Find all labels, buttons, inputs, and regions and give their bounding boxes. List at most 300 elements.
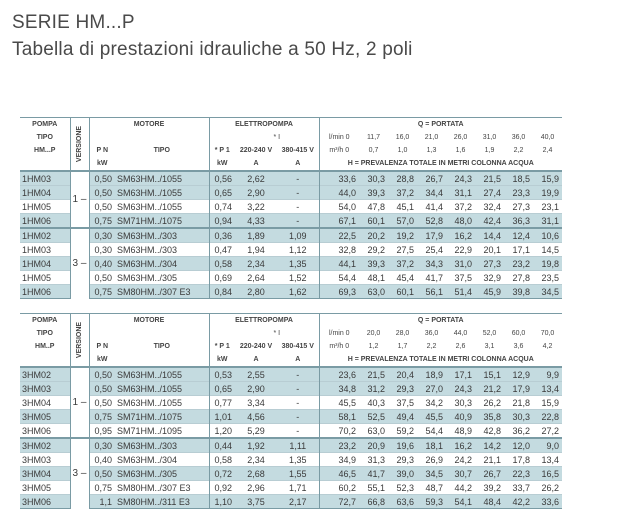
current-230v: 2,64 xyxy=(235,271,277,285)
head-value: 41,4 xyxy=(417,200,446,214)
current-400v: 1,71 xyxy=(277,481,319,495)
motor-power: 0,50 xyxy=(89,200,115,214)
head-value: 19,9 xyxy=(533,186,562,200)
current-400v: 1,09 xyxy=(277,228,319,243)
head-value: 14,4 xyxy=(475,228,504,243)
motor-power: 0,40 xyxy=(89,453,115,467)
absorbed-power: 0,74 xyxy=(209,200,235,214)
flow-m3h-value: 1,7 xyxy=(397,342,408,350)
motor-type: SM80HM../307 E3 xyxy=(115,285,209,299)
head-value: 30,3 xyxy=(504,410,533,424)
current-400v: 1,62 xyxy=(277,285,319,299)
header-current: * I xyxy=(235,131,319,144)
flow-m3h-value: 2,6 xyxy=(455,342,466,350)
current-230v: 2,90 xyxy=(235,186,277,200)
series-title: SERIE HM...P xyxy=(12,12,135,33)
absorbed-power: 0,36 xyxy=(209,228,235,243)
head-value: 59,2 xyxy=(388,424,417,439)
absorbed-power: 0,53 xyxy=(209,367,235,382)
head-value: 17,1 xyxy=(504,243,533,257)
flow-lmin-label: l/min 0 xyxy=(328,133,350,141)
table-row xyxy=(20,367,562,382)
head-value: 30,7 xyxy=(446,467,475,481)
current-400v: - xyxy=(277,171,319,186)
head-value: 27,0 xyxy=(417,382,446,396)
head-value: 22,3 xyxy=(504,467,533,481)
current-230v: 3,22 xyxy=(235,200,277,214)
motor-type: SM63HM../304 xyxy=(115,453,209,467)
head-value: 44,0 xyxy=(319,186,359,200)
head-value: 46,5 xyxy=(319,467,359,481)
flow-lmin-value: 16,0 xyxy=(395,133,410,141)
head-value: 23,2 xyxy=(504,257,533,271)
head-value: 49,4 xyxy=(388,410,417,424)
flow-m3h-value: 2,2 xyxy=(513,146,524,154)
motor-power: 0,95 xyxy=(89,424,115,439)
pump-model: 3HM04 xyxy=(20,396,70,410)
current-400v: - xyxy=(277,410,319,424)
head-value: 44,2 xyxy=(446,481,475,495)
head-value: 44,1 xyxy=(319,257,359,271)
flow-m3h-value: 1,6 xyxy=(455,146,466,154)
motor-power: 0,50 xyxy=(89,467,115,481)
flow-m3h-value: 1,2 xyxy=(368,342,379,350)
header-elettropompa: ELETTROPOMPA xyxy=(209,118,319,132)
head-value: 52,3 xyxy=(388,481,417,495)
head-value: 66,8 xyxy=(359,495,388,509)
table-row xyxy=(20,285,562,299)
current-230v: 2,34 xyxy=(235,453,277,467)
head-value: 17,9 xyxy=(504,382,533,396)
pump-model: 1HM06 xyxy=(20,214,70,229)
head-value: 15,9 xyxy=(533,396,562,410)
table-row xyxy=(20,495,562,509)
flow-lmin-value: 60,0 xyxy=(511,329,526,337)
flow-m3h-label: m³/h 0 xyxy=(329,342,350,350)
head-value: 26,7 xyxy=(475,467,504,481)
head-value: 14,5 xyxy=(533,243,562,257)
head-value: 10,6 xyxy=(533,228,562,243)
pump-model: 3HM05 xyxy=(20,481,70,495)
header-elettropompa: ELETTROPOMPA xyxy=(209,314,319,328)
head-value: 42,2 xyxy=(504,495,533,509)
current-230v: 2,55 xyxy=(235,367,277,382)
motor-power: 0,50 xyxy=(89,396,115,410)
head-value: 54,0 xyxy=(319,200,359,214)
motor-power: 0,50 xyxy=(89,367,115,382)
current-400v: - xyxy=(277,367,319,382)
motor-power: 0,50 xyxy=(89,186,115,200)
head-value: 32,9 xyxy=(475,271,504,285)
pump-model: 1HM06 xyxy=(20,285,70,299)
head-value: 21,1 xyxy=(475,453,504,467)
pump-model: 1HM04 xyxy=(20,257,70,271)
motor-type: SM63HM../1055 xyxy=(115,367,209,382)
current-400v: 1,35 xyxy=(277,257,319,271)
head-value: 19,6 xyxy=(388,438,417,453)
head-value: 52,8 xyxy=(417,214,446,229)
flow-m3h-value: 1,3 xyxy=(426,146,437,154)
motor-power: 0,30 xyxy=(89,228,115,243)
head-value: 17,1 xyxy=(446,367,475,382)
head-value: 9,9 xyxy=(533,367,562,382)
head-value: 37,5 xyxy=(388,396,417,410)
head-value: 33,7 xyxy=(504,481,533,495)
head-value: 21,5 xyxy=(475,171,504,186)
absorbed-power: 0,69 xyxy=(209,271,235,285)
head-value: 45,4 xyxy=(388,271,417,285)
table-row xyxy=(20,271,562,285)
head-value: 16,2 xyxy=(446,228,475,243)
pump-model: 1HM03 xyxy=(20,171,70,186)
header-model: HM...P xyxy=(34,146,56,154)
absorbed-power: 0,58 xyxy=(209,257,235,271)
table1-performance-table xyxy=(20,117,562,299)
motor-power: 0,30 xyxy=(89,243,115,257)
motor-type: SM63HM../305 xyxy=(115,467,209,481)
head-value: 15,9 xyxy=(533,171,562,186)
header-p1-unit: kW xyxy=(217,159,228,167)
header-a2: A xyxy=(277,353,319,367)
head-value: 37,5 xyxy=(446,271,475,285)
absorbed-power: 0,58 xyxy=(209,453,235,467)
head-value: 21,5 xyxy=(359,367,388,382)
head-value: 29,3 xyxy=(388,453,417,467)
head-value: 34,3 xyxy=(417,257,446,271)
header-kw: kW xyxy=(97,159,108,167)
table-row xyxy=(20,424,562,439)
pump-model: 3HM02 xyxy=(20,438,70,453)
head-value: 60,1 xyxy=(388,285,417,299)
header-tipo: TIPO xyxy=(36,133,53,141)
head-value: 19,8 xyxy=(533,257,562,271)
flow-lmin-value: 40,0 xyxy=(540,133,555,141)
flow-lmin-value: 11,7 xyxy=(366,133,381,141)
head-value: 9,0 xyxy=(533,438,562,453)
header-motore: MOTORE xyxy=(89,118,209,132)
absorbed-power: 0,94 xyxy=(209,214,235,229)
head-value: 32,4 xyxy=(475,200,504,214)
head-value: 36,2 xyxy=(504,424,533,439)
current-230v: 4,33 xyxy=(235,214,277,229)
flow-m3h-value: 0,7 xyxy=(368,146,379,154)
header-pompa: POMPA xyxy=(20,314,70,328)
motor-type: SM71HM../1075 xyxy=(115,410,209,424)
header-a1: A xyxy=(253,159,259,167)
header-portata: Q = PORTATA xyxy=(319,118,562,132)
flow-m3h-value: 3,6 xyxy=(513,342,524,350)
flow-m3h-value: 1,0 xyxy=(397,146,408,154)
head-value: 20,9 xyxy=(359,438,388,453)
current-400v: 1,11 xyxy=(277,438,319,453)
header-portata: Q = PORTATA xyxy=(319,314,562,328)
head-value: 37,2 xyxy=(388,257,417,271)
absorbed-power: 0,84 xyxy=(209,285,235,299)
pump-model: 1HM05 xyxy=(20,200,70,214)
current-400v: - xyxy=(277,214,319,229)
table-row xyxy=(20,200,562,214)
head-value: 69,3 xyxy=(319,285,359,299)
head-value: 39,0 xyxy=(388,467,417,481)
motor-type: SM80HM../311 E3 xyxy=(115,495,209,509)
head-value: 31,1 xyxy=(446,186,475,200)
head-value: 16,5 xyxy=(533,467,562,481)
head-value: 63,6 xyxy=(388,495,417,509)
flow-lmin-value: 36,0 xyxy=(424,329,439,337)
header-v2: 380-415 V xyxy=(277,144,319,157)
head-value: 23,6 xyxy=(319,367,359,382)
header-prevalenza: H = PREVALENZA TOTALE IN METRI COLONNA ACQUA xyxy=(347,159,534,167)
flow-lmin-value: 52,0 xyxy=(482,329,497,337)
current-400v: 1,35 xyxy=(277,453,319,467)
current-230v: 1,94 xyxy=(235,243,277,257)
current-230v: 4,56 xyxy=(235,410,277,424)
header-pompa: POMPA xyxy=(20,118,70,132)
flow-m3h-value: 4,2 xyxy=(542,342,553,350)
head-value: 39,8 xyxy=(504,285,533,299)
head-value: 54,4 xyxy=(417,424,446,439)
table-row xyxy=(20,214,562,229)
head-value: 25,4 xyxy=(417,243,446,257)
absorbed-power: 0,65 xyxy=(209,382,235,396)
head-value: 52,5 xyxy=(359,410,388,424)
motor-power: 0,40 xyxy=(89,257,115,271)
head-value: 36,3 xyxy=(504,214,533,229)
flow-m3h-value: 1,9 xyxy=(484,146,495,154)
table-row xyxy=(20,396,562,410)
absorbed-power: 1,01 xyxy=(209,410,235,424)
header-versione xyxy=(70,118,89,172)
head-value: 27,5 xyxy=(388,243,417,257)
header-p1: * P 1 xyxy=(214,342,230,350)
flow-m3h-value: 3,1 xyxy=(484,342,495,350)
header-pn: P N xyxy=(96,146,109,154)
pump-model: 1HM04 xyxy=(20,186,70,200)
head-value: 14,2 xyxy=(475,438,504,453)
versione-label: VERSIONE xyxy=(75,321,83,359)
head-value: 39,3 xyxy=(359,257,388,271)
head-value: 60,1 xyxy=(359,214,388,229)
head-value: 13,4 xyxy=(533,453,562,467)
header-p1: * P 1 xyxy=(214,146,230,154)
flow-lmin-value: 20,0 xyxy=(366,329,381,337)
head-value: 35,8 xyxy=(475,410,504,424)
pump-model: 3HM02 xyxy=(20,367,70,382)
motor-power: 0,30 xyxy=(89,438,115,453)
current-230v: 1,89 xyxy=(235,228,277,243)
absorbed-power: 0,44 xyxy=(209,438,235,453)
head-value: 37,2 xyxy=(446,200,475,214)
head-value: 29,2 xyxy=(359,243,388,257)
motor-power: 0,75 xyxy=(89,481,115,495)
pump-model: 3HM04 xyxy=(20,467,70,481)
head-value: 41,7 xyxy=(417,271,446,285)
current-400v: 1,55 xyxy=(277,467,319,481)
pump-model: 3HM06 xyxy=(20,424,70,439)
motor-type: SM63HM../303 xyxy=(115,438,209,453)
header-pn: P N xyxy=(96,342,109,350)
head-value: 30,3 xyxy=(359,171,388,186)
head-value: 29,3 xyxy=(388,382,417,396)
head-value: 34,5 xyxy=(417,467,446,481)
head-value: 48,1 xyxy=(359,271,388,285)
current-230v: 3,75 xyxy=(235,495,277,509)
head-value: 18,9 xyxy=(417,367,446,382)
head-value: 40,3 xyxy=(359,396,388,410)
head-value: 40,9 xyxy=(446,410,475,424)
flow-lmin-value: 36,0 xyxy=(511,133,526,141)
head-value: 48,4 xyxy=(475,495,504,509)
head-value: 13,4 xyxy=(533,382,562,396)
head-value: 55,1 xyxy=(359,481,388,495)
head-value: 20,2 xyxy=(359,228,388,243)
head-value: 70,2 xyxy=(319,424,359,439)
flow-m3h-label: m³/h 0 xyxy=(329,146,350,154)
current-230v: 1,92 xyxy=(235,438,277,453)
motor-power: 1,1 xyxy=(89,495,115,509)
current-230v: 2,34 xyxy=(235,257,277,271)
head-value: 34,8 xyxy=(319,382,359,396)
table-row xyxy=(20,453,562,467)
head-value: 48,0 xyxy=(446,214,475,229)
absorbed-power: 0,65 xyxy=(209,186,235,200)
table-row xyxy=(20,228,562,243)
flow-lmin-label: l/min 0 xyxy=(328,329,350,337)
motor-type: SM63HM../1055 xyxy=(115,396,209,410)
current-400v: - xyxy=(277,424,319,439)
header-versione xyxy=(70,314,89,368)
head-value: 27,3 xyxy=(504,200,533,214)
current-400v: - xyxy=(277,186,319,200)
table-row xyxy=(20,257,562,271)
head-value: 57,0 xyxy=(388,214,417,229)
motor-power: 0,50 xyxy=(89,271,115,285)
head-value: 72,7 xyxy=(319,495,359,509)
motor-type: SM63HM../304 xyxy=(115,257,209,271)
head-value: 12,0 xyxy=(504,438,533,453)
absorbed-power: 0,92 xyxy=(209,481,235,495)
motor-power: 0,50 xyxy=(89,171,115,186)
flow-lmin-value: 21,0 xyxy=(424,133,439,141)
head-value: 22,5 xyxy=(319,228,359,243)
head-value: 31,0 xyxy=(446,257,475,271)
head-value: 27,3 xyxy=(475,257,504,271)
head-value: 32,8 xyxy=(319,243,359,257)
head-value: 47,8 xyxy=(359,200,388,214)
header-p1-unit: kW xyxy=(217,355,228,363)
current-230v: 2,90 xyxy=(235,382,277,396)
head-value: 63,0 xyxy=(359,424,388,439)
header-v1: 220-240 V xyxy=(239,146,273,154)
motor-type: SM71HM../1095 xyxy=(115,424,209,439)
head-value: 41,7 xyxy=(359,467,388,481)
head-value: 20,1 xyxy=(475,243,504,257)
header-motore-blank xyxy=(89,131,209,144)
head-value: 12,4 xyxy=(504,228,533,243)
current-230v: 3,34 xyxy=(235,396,277,410)
pump-model: 1HM03 xyxy=(20,243,70,257)
head-value: 34,5 xyxy=(533,285,562,299)
flow-m3h-value: 2,2 xyxy=(426,342,437,350)
pump-model: 3HM03 xyxy=(20,382,70,396)
head-value: 19,2 xyxy=(388,228,417,243)
head-value: 23,3 xyxy=(504,186,533,200)
current-400v: - xyxy=(277,396,319,410)
head-value: 33,6 xyxy=(319,171,359,186)
current-400v: 1,12 xyxy=(277,243,319,257)
motor-type: SM63HM../305 xyxy=(115,271,209,285)
table-row xyxy=(20,171,562,186)
head-value: 23,5 xyxy=(533,271,562,285)
current-400v: - xyxy=(277,200,319,214)
head-value: 23,2 xyxy=(319,438,359,453)
head-value: 26,2 xyxy=(533,481,562,495)
head-value: 42,4 xyxy=(475,214,504,229)
table2-performance-table xyxy=(20,313,562,509)
head-value: 34,4 xyxy=(417,186,446,200)
versione-label: VERSIONE xyxy=(75,125,83,163)
current-230v: 2,96 xyxy=(235,481,277,495)
header-a2: A xyxy=(277,157,319,171)
head-value: 54,1 xyxy=(446,495,475,509)
head-value: 59,3 xyxy=(417,495,446,509)
head-value: 27,2 xyxy=(533,424,562,439)
header-model: HM..P xyxy=(35,342,55,350)
header-v2: 380-415 V xyxy=(277,340,319,353)
absorbed-power: 0,72 xyxy=(209,467,235,481)
head-value: 48,7 xyxy=(417,481,446,495)
motor-type: SM63HM../1055 xyxy=(115,171,209,186)
head-value: 20,4 xyxy=(388,367,417,382)
head-value: 27,4 xyxy=(475,186,504,200)
motor-type: SM71HM../1075 xyxy=(115,214,209,229)
motor-power: 0,75 xyxy=(89,410,115,424)
head-value: 37,2 xyxy=(388,186,417,200)
table-row xyxy=(20,438,562,453)
head-value: 60,2 xyxy=(319,481,359,495)
head-value: 24,3 xyxy=(446,171,475,186)
motor-type: SM63HM../303 xyxy=(115,243,209,257)
pump-model: 3HM05 xyxy=(20,410,70,424)
head-value: 26,7 xyxy=(417,171,446,186)
motor-power: 0,75 xyxy=(89,214,115,229)
header-kw: kW xyxy=(97,355,108,363)
head-value: 45,5 xyxy=(417,410,446,424)
head-value: 34,2 xyxy=(417,396,446,410)
head-value: 39,3 xyxy=(359,186,388,200)
head-value: 45,1 xyxy=(388,200,417,214)
header-tipo-motore: TIPO xyxy=(115,144,209,157)
head-value: 18,5 xyxy=(504,171,533,186)
head-value: 28,8 xyxy=(388,171,417,186)
head-value: 45,5 xyxy=(319,396,359,410)
head-value: 58,1 xyxy=(319,410,359,424)
pump-model: 3HM06 xyxy=(20,495,70,509)
head-value: 12,9 xyxy=(504,367,533,382)
table-row xyxy=(20,410,562,424)
motor-type: SM80HM../307 E3 xyxy=(115,481,209,495)
absorbed-power: 0,56 xyxy=(209,171,235,186)
page-subtitle: Tabella di prestazioni idrauliche a 50 Hz, 2 poli xyxy=(12,39,413,60)
flow-lmin-value: 26,0 xyxy=(453,133,468,141)
head-value: 18,1 xyxy=(417,438,446,453)
table-row xyxy=(20,382,562,396)
header-a1: A xyxy=(253,355,259,363)
header-motore: MOTORE xyxy=(89,314,209,328)
head-value: 23,1 xyxy=(533,200,562,214)
current-400v: - xyxy=(277,382,319,396)
head-value: 67,1 xyxy=(319,214,359,229)
